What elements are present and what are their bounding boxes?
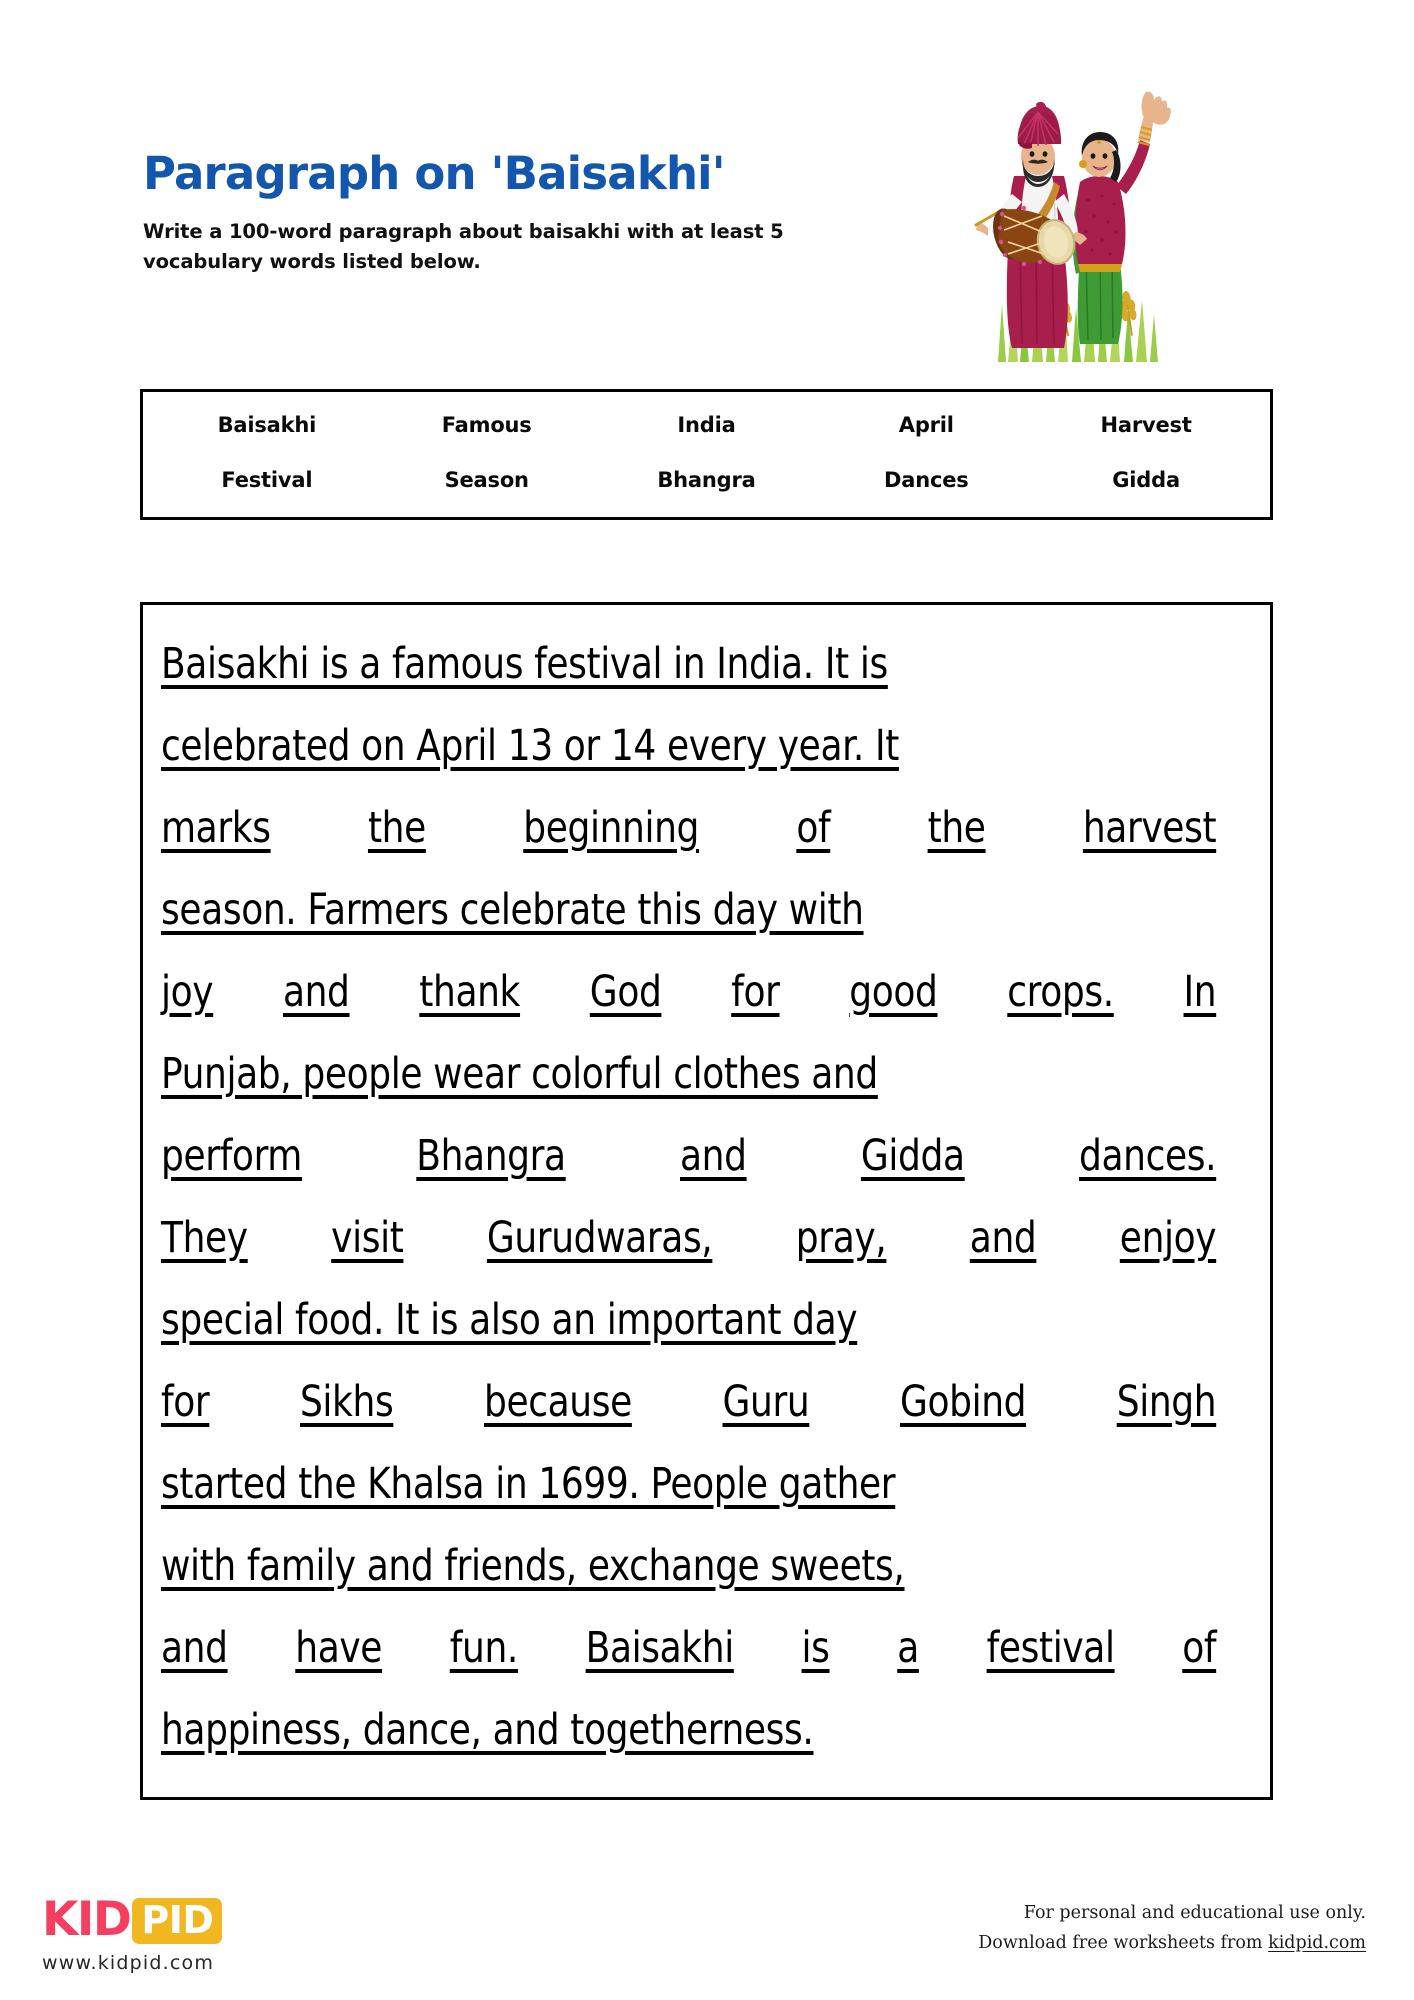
bhangra-dancers-illustration — [968, 82, 1183, 362]
vocabulary-word: Dances — [884, 467, 969, 492]
answer-line — [161, 1361, 1216, 1443]
answer-line: started the Khalsa in 1699. People gather — [161, 1459, 896, 1509]
answer-word: crops. — [1007, 967, 1114, 1017]
answer-word: the — [927, 803, 986, 853]
vocabulary-word: Gidda — [1112, 467, 1180, 492]
answer-word: have — [295, 1623, 383, 1673]
answer-word: thank — [419, 967, 521, 1017]
answer-word: and — [969, 1213, 1037, 1263]
answer-word: They — [161, 1213, 248, 1263]
answer-word: Bhangra — [416, 1131, 566, 1181]
answer-word: enjoy — [1119, 1213, 1217, 1263]
answer-word: the — [367, 803, 426, 853]
answer-word: and — [282, 967, 350, 1017]
answer-word: good — [849, 967, 938, 1017]
answer-word: and — [161, 1623, 228, 1673]
answer-word: festival — [986, 1623, 1115, 1673]
vocabulary-word: India — [677, 413, 736, 438]
answer-line: special food. It is also an important day — [161, 1295, 858, 1345]
logo-website-url: www.kidpid.com — [42, 1952, 215, 1974]
answer-word: beginning — [523, 803, 699, 853]
answer-word: for — [161, 1377, 210, 1427]
answer-word: Singh — [1116, 1377, 1217, 1427]
page-title: Paragraph on 'Baisakhi' — [143, 147, 725, 200]
answer-word: Baisakhi — [585, 1623, 734, 1673]
answer-word: Gurudwaras, — [486, 1213, 713, 1263]
vocabulary-word: Bhangra — [657, 467, 756, 492]
header — [143, 147, 863, 278]
vocabulary-word: Harvest — [1100, 413, 1192, 438]
vocabulary-word: Baisakhi — [217, 413, 317, 438]
kidpid-logo — [42, 1892, 222, 1974]
answer-word: God — [589, 967, 662, 1017]
vocabulary-grid — [143, 392, 1270, 517]
answer-line: Baisakhi is a famous festival in India. It is — [161, 639, 888, 689]
vocabulary-word: Season — [444, 467, 529, 492]
answer-word: because — [483, 1377, 632, 1427]
vocabulary-word: April — [898, 413, 954, 438]
logo-row — [42, 1892, 222, 1946]
answer-line: Punjab, people wear colorful clothes and — [161, 1049, 878, 1099]
kidpid-link[interactable]: kidpid.com — [1268, 1933, 1366, 1954]
attribution-text — [978, 1898, 1366, 1958]
answer-writing-box[interactable] — [140, 602, 1273, 1800]
answer-line: celebrated on April 13 or 14 every year. It — [161, 721, 899, 771]
answer-line: season. Farmers celebrate this day with — [161, 885, 864, 935]
attribution-line-2 — [978, 1928, 1366, 1958]
answer-word: marks — [161, 803, 271, 853]
vocabulary-word: Famous — [441, 413, 532, 438]
answer-word: perform — [161, 1131, 302, 1181]
logo-kid-text: KID — [42, 1891, 131, 1947]
answer-word: and — [680, 1131, 747, 1181]
answer-line — [161, 951, 1216, 1033]
answer-word: joy — [161, 967, 214, 1017]
answer-word: for — [731, 967, 780, 1017]
answer-line — [161, 1197, 1216, 1279]
answer-word: harvest — [1082, 803, 1217, 853]
answer-word: a — [897, 1623, 919, 1673]
answer-word: Sikhs — [299, 1377, 394, 1427]
attribution-line-1: For personal and educational use only. — [1023, 1903, 1366, 1923]
vocabulary-word: Festival — [221, 467, 313, 492]
answer-word: is — [801, 1623, 830, 1673]
answer-line: happiness, dance, and togetherness. — [161, 1705, 814, 1755]
answer-word: of — [1182, 1623, 1217, 1673]
answer-word: Guru — [722, 1377, 810, 1427]
footer — [0, 1880, 1414, 2000]
instructions-text: Write a 100-word paragraph about baisakhi with at least 5 vocabulary words listed below. — [143, 220, 784, 274]
logo-pid-badge: PID — [132, 1898, 222, 1944]
answer-line — [161, 1607, 1216, 1689]
answer-word: fun. — [449, 1623, 518, 1673]
answer-word: pray, — [795, 1213, 887, 1263]
answer-word: of — [796, 803, 831, 853]
answer-word: In — [1183, 967, 1217, 1017]
vocabulary-word-box — [140, 389, 1273, 520]
answer-word: visit — [331, 1213, 404, 1263]
attribution-prefix: Download free worksheets from — [978, 1933, 1269, 1954]
answer-line — [161, 1115, 1216, 1197]
answer-word: Gobind — [899, 1377, 1027, 1427]
answer-word: Gidda — [860, 1131, 965, 1181]
answer-word: dances. — [1078, 1131, 1217, 1181]
answer-line — [161, 787, 1216, 869]
answer-text — [161, 623, 1252, 1771]
answer-line: with family and friends, exchange sweets, — [161, 1541, 905, 1591]
